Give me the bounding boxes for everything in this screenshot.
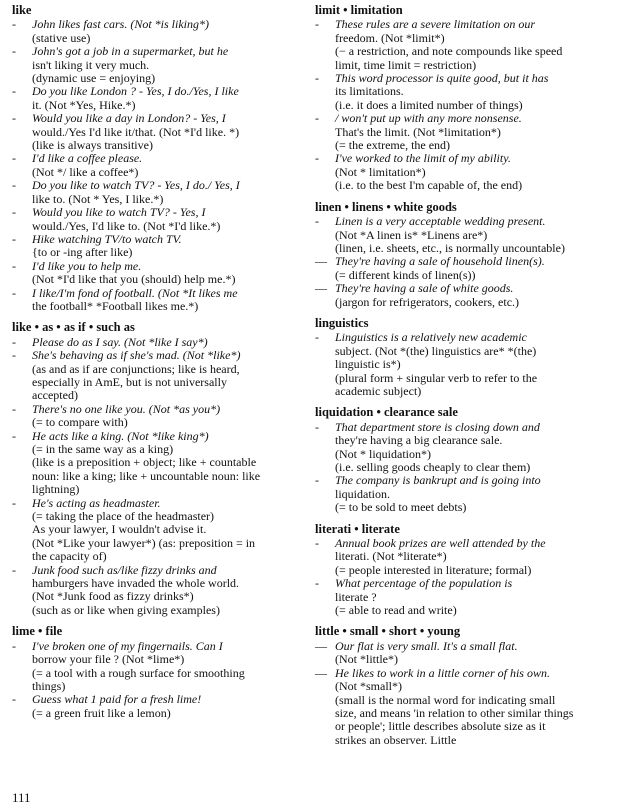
- example-line: John likes fast cars. (Not *is liking*): [32, 17, 209, 32]
- example-line: things): [32, 678, 66, 693]
- example-line: literate ?: [335, 589, 377, 604]
- usage-example: [12, 45, 304, 85]
- bullet-dash: -: [12, 638, 16, 653]
- example-line: linguistic is*): [335, 357, 401, 372]
- example-line: (as and as if are conjunctions; like is heard,: [32, 361, 240, 376]
- example-line: it. (Not *Yes, Hike.*): [32, 97, 136, 112]
- bullet-dash: -: [315, 71, 319, 86]
- example-line: Junk food such as/like fizzy drinks and: [32, 562, 217, 577]
- example-line: (= to compare with): [32, 415, 128, 430]
- example-line: Do you like to watch TV? - Yes, I do./ Yes, I: [32, 178, 240, 193]
- usage-example: [12, 336, 304, 349]
- bullet-dash: -: [12, 258, 16, 273]
- example-line: They're having a sale of household linen(s).: [335, 254, 545, 269]
- bullet-dash: -: [12, 231, 16, 246]
- example-line: What percentage of the population is: [335, 576, 513, 591]
- entry-headword: linguistics: [315, 315, 369, 330]
- usage-example: [315, 537, 615, 577]
- example-line: (= to be sold to meet debts): [335, 500, 467, 515]
- example-line: (= a green fruit like a lemon): [32, 705, 171, 720]
- entry-headword: literati • literate: [315, 521, 400, 536]
- example-line: freedom. (Not *limit*): [335, 30, 445, 45]
- bullet-dash: -: [315, 17, 319, 32]
- bullet-dash: -: [12, 205, 16, 220]
- example-line: would./Yes I'd like it/that. (Not *I'd like. *): [32, 124, 240, 139]
- example-line: (Not */ like a coffee*): [32, 164, 139, 179]
- dictionary-entry: [315, 523, 615, 618]
- example-line: (= different kinds of linen(s)): [335, 267, 476, 282]
- example-line: (= taking the place of the headmaster): [32, 509, 215, 524]
- example-line: Linguistics is a relatively new academic: [335, 330, 527, 345]
- usage-example: [12, 152, 304, 179]
- example-line: (= people interested in literature; formal): [335, 562, 532, 577]
- example-line: John's got a job in a supermarket, but he: [32, 44, 229, 59]
- example-line: (i.e. selling goods cheaply to clear them): [335, 460, 531, 474]
- example-line: Would you like to watch TV? - Yes, I: [32, 205, 206, 220]
- bullet-dash: -: [315, 419, 319, 434]
- usage-example: [12, 287, 304, 314]
- usage-example: [12, 349, 304, 403]
- example-line: As your lawyer, I wouldn't advise it.: [32, 522, 207, 537]
- bullet-dash: -: [12, 428, 16, 443]
- example-line: lightning): [32, 482, 80, 497]
- example-line: its limitations.: [335, 84, 404, 99]
- entry-headword: liquidation • clearance sale: [315, 405, 458, 420]
- example-line: (Not *Like your lawyer*) (as: preposition = in: [32, 535, 256, 550]
- example-line: (Not *Junk food as fizzy drinks*): [32, 589, 194, 604]
- entry-headword: like • as • as if • such as: [12, 320, 135, 335]
- example-line: She's behaving as if she's mad. (Not *like*): [32, 348, 241, 363]
- dictionary-entry: [315, 625, 615, 747]
- example-line: This word processor is quite good, but it has: [335, 71, 549, 86]
- example-line: (= able to read and write): [335, 603, 457, 618]
- dictionary-entry: [12, 625, 304, 720]
- example-line: (dynamic use = enjoying): [32, 71, 156, 86]
- right-column: [315, 4, 615, 755]
- example-line: (linen, i.e. sheets, etc., is normally uncountable): [335, 240, 565, 255]
- example-line: Would you like a day in London? - Yes, I: [32, 111, 226, 126]
- entry-headword: little • small • short • young: [315, 624, 461, 639]
- usage-example: [315, 112, 615, 152]
- example-line: Hike watching TV/to watch TV.: [32, 231, 182, 246]
- example-line: Annual book prizes are well attended by the: [335, 536, 546, 551]
- example-line: (jargon for refrigerators, cookers, etc.): [335, 294, 520, 309]
- left-column: [12, 4, 304, 728]
- bullet-dash: -: [12, 151, 16, 166]
- example-line: Guess what 1 paid for a fresh lime!: [32, 692, 202, 707]
- example-line: Do you like London ? - Yes, I do./Yes, I like: [32, 84, 239, 99]
- example-line: Please do as I say. (Not *like I say*): [32, 334, 208, 349]
- bullet-dash: —: [315, 281, 327, 296]
- dictionary-entry: [315, 317, 615, 398]
- example-line: (plural form + singular verb to refer to the: [335, 370, 538, 385]
- example-line: (small is the normal word for indicating small: [335, 692, 556, 707]
- bullet-dash: -: [12, 692, 16, 707]
- example-line: they're having a big clearance sale.: [335, 433, 503, 448]
- example-line: They're having a sale of white goods.: [335, 281, 514, 296]
- example-line: (i.e. it does a limited number of things): [335, 97, 523, 112]
- example-line: the capacity of): [32, 549, 107, 564]
- example-line: (Not * liquidation*): [335, 446, 431, 461]
- usage-example: [12, 112, 304, 152]
- bullet-dash: -: [12, 562, 16, 577]
- dictionary-entry: [12, 321, 304, 617]
- usage-example: [315, 152, 615, 192]
- example-line: (i.e. to the best I'm capable of, the end): [335, 178, 523, 193]
- entry-headword: lime • file: [12, 624, 63, 639]
- example-line: like to. (Not * Yes, I like.*): [32, 191, 164, 206]
- usage-example: [12, 430, 304, 497]
- example-line: size, and means 'in relation to other similar things: [335, 705, 574, 720]
- example-line: noun: like a king; like + uncountable noun: like: [32, 468, 261, 483]
- usage-example: [12, 206, 304, 233]
- usage-example: [315, 255, 615, 282]
- example-line: academic subject): [335, 383, 422, 398]
- example-line: accepted): [32, 388, 78, 403]
- example-line: I've worked to the limit of my ability.: [335, 151, 511, 166]
- usage-example: [12, 403, 304, 430]
- bullet-dash: -: [12, 111, 16, 126]
- example-line: isn't liking it very much.: [32, 57, 150, 72]
- example-line: (Not *A linen is* *Linens are*): [335, 227, 488, 242]
- bullet-dash: -: [315, 536, 319, 551]
- dictionary-entry: [315, 4, 615, 193]
- bullet-dash: -: [315, 473, 319, 488]
- bullet-dash: -: [12, 44, 16, 59]
- bullet-dash: -: [12, 334, 16, 349]
- example-line: subject. (Not *(the) linguistics are* *(the): [335, 343, 537, 358]
- usage-example: [12, 564, 304, 618]
- example-line: (Not *I'd like that you (should) help me.*): [32, 272, 236, 287]
- usage-example: [12, 233, 304, 260]
- example-line: (= in the same way as a king): [32, 442, 174, 456]
- bullet-dash: -: [12, 84, 16, 99]
- usage-example: [315, 215, 615, 255]
- usage-example: [315, 18, 615, 72]
- example-line: (like is always transitive): [32, 138, 153, 153]
- bullet-dash: -: [12, 348, 16, 363]
- example-line: I've broken one of my fingernails. Can I: [32, 638, 223, 653]
- example-line: limit, time limit = restriction): [335, 57, 477, 72]
- page-number: 111: [12, 790, 31, 805]
- bullet-dash: -: [315, 214, 319, 229]
- bullet-dash: -: [12, 17, 16, 32]
- example-line: (such as or like when giving examples): [32, 602, 220, 617]
- example-line: Linen is a very acceptable wedding present.: [335, 214, 546, 229]
- bullet-dash: —: [315, 665, 327, 680]
- bullet-dash: -: [12, 495, 16, 510]
- usage-example: [315, 331, 615, 398]
- example-line: I'd like a coffee please.: [32, 151, 143, 166]
- example-line: I'd like you to help me.: [32, 258, 142, 273]
- example-line: (Not *small*): [335, 679, 402, 694]
- bullet-dash: -: [315, 151, 319, 166]
- entry-headword: like: [12, 3, 32, 17]
- example-line: especially in AmE, but is not universally: [32, 374, 227, 389]
- bullet-dash: -: [12, 285, 16, 300]
- bullet-dash: -: [315, 111, 319, 126]
- usage-example: [315, 667, 615, 747]
- usage-example: [315, 72, 615, 112]
- example-line: Our flat is very small. It's a small flat.: [335, 638, 518, 653]
- usage-example: [12, 640, 304, 694]
- example-line: I like/I'm fond of football. (Not *It likes me: [32, 285, 238, 300]
- example-line: literati. (Not *literate*): [335, 549, 447, 564]
- dictionary-entry: [315, 406, 615, 514]
- example-line: That department store is closing down and: [335, 419, 540, 434]
- example-line: (stative use): [32, 30, 91, 45]
- example-line: (Not *little*): [335, 652, 398, 667]
- example-line: (= the extreme, the end): [335, 138, 451, 153]
- example-line: He likes to work in a little corner of his own.: [335, 665, 550, 680]
- dictionary-entry: [315, 201, 615, 309]
- example-line: or people'; little describes absolute size as it: [335, 719, 546, 734]
- example-line: would./Yes, I'd like to. (Not *I'd like.*): [32, 218, 221, 233]
- bullet-dash: -: [12, 178, 16, 193]
- bullet-dash: -: [12, 401, 16, 416]
- entry-headword: linen • linens • white goods: [315, 199, 457, 214]
- usage-example: [315, 282, 615, 309]
- example-line: the football* *Football likes me.*): [32, 298, 199, 313]
- usage-example: [315, 640, 615, 667]
- usage-example: [12, 260, 304, 287]
- entry-headword: limit • limitation: [315, 3, 403, 17]
- bullet-dash: —: [315, 254, 327, 269]
- example-line: The company is bankrupt and is going into: [335, 473, 541, 488]
- bullet-dash: -: [315, 576, 319, 591]
- dictionary-entry: [12, 4, 304, 313]
- example-line: liquidation.: [335, 486, 390, 501]
- usage-example: [12, 693, 304, 720]
- example-line: / won't put up with any more nonsense.: [335, 111, 522, 126]
- example-line: These rules are a severe limitation on our: [335, 17, 536, 32]
- bullet-dash: —: [315, 638, 327, 653]
- example-line: He acts like a king. (Not *like king*): [32, 428, 209, 443]
- usage-example: [12, 497, 304, 564]
- usage-example: [315, 421, 615, 475]
- example-line: (like is a preposition + object; like + countable: [32, 455, 257, 470]
- example-line: There's no one like you. (Not *as you*): [32, 401, 221, 416]
- example-line: He's acting as headmaster.: [32, 495, 161, 510]
- usage-example: [315, 474, 615, 514]
- example-line: {to or -ing after like): [32, 245, 133, 260]
- example-line: strikes an observer. Little: [335, 732, 457, 747]
- example-line: That's the limit. (Not *limitation*): [335, 124, 501, 139]
- example-line: borrow your file ? (Not *lime*): [32, 652, 185, 667]
- example-line: (Not * limitation*): [335, 164, 426, 179]
- example-line: (= a tool with a rough surface for smoothing: [32, 665, 245, 680]
- example-line: (− a restriction, and note compounds like speed: [335, 44, 563, 59]
- usage-example: [12, 85, 304, 112]
- usage-example: [12, 179, 304, 206]
- example-line: hamburgers have invaded the whole world.: [32, 576, 240, 591]
- bullet-dash: -: [315, 330, 319, 345]
- usage-example: [12, 18, 304, 45]
- usage-example: [315, 577, 615, 617]
